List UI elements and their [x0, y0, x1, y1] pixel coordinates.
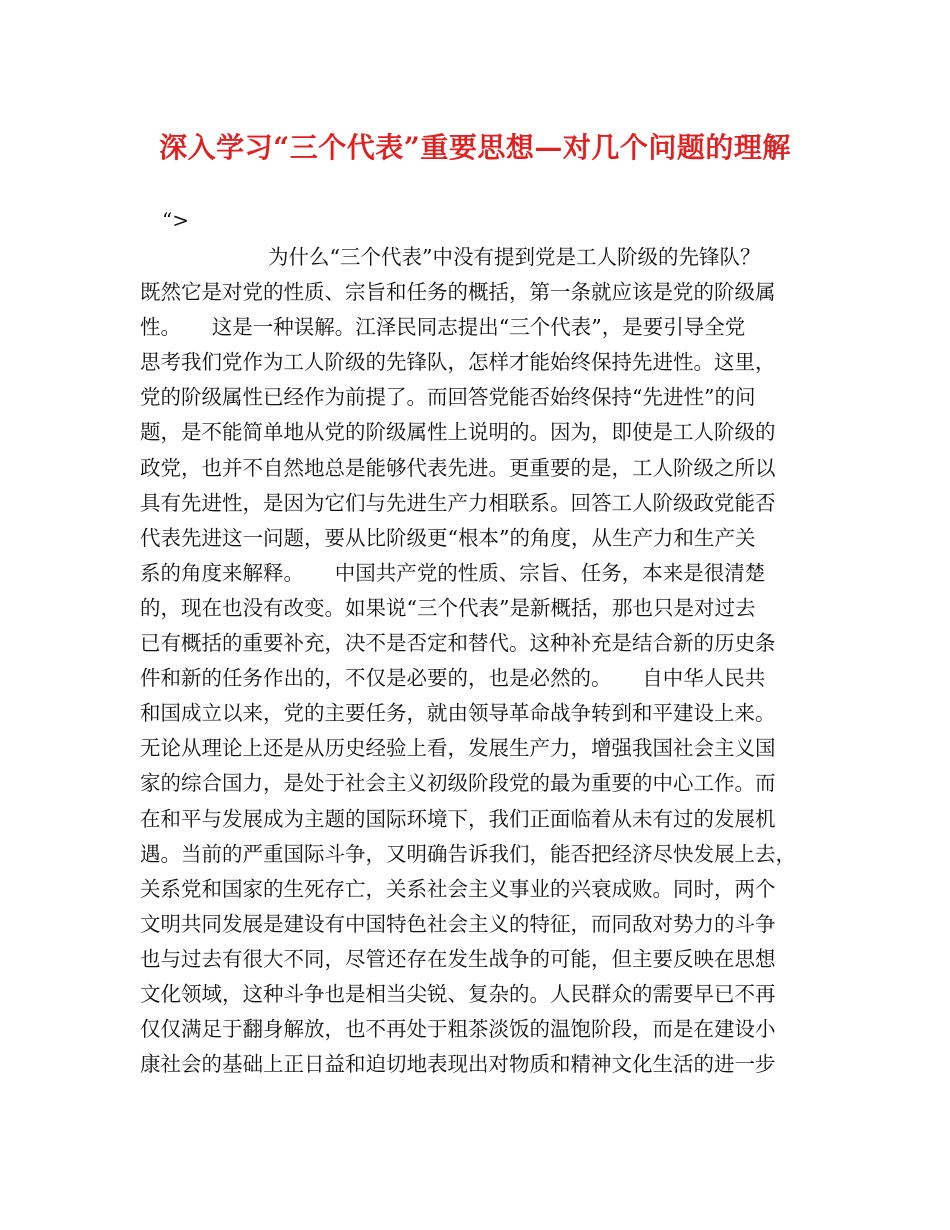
body-line: 的，现在也没有改变。如果说“三个代表”是新概括，那也只是对过去	[140, 595, 756, 620]
body-line: 为什么“三个代表”中没有提到党是工人阶级的先锋队？	[268, 245, 761, 269]
body-line: 党的阶级属性已经作为前提了。而回答党能否始终保持“先进性”的问	[140, 385, 756, 410]
body-line: 也与过去有很大不同，尽管还存在发生战争的可能，但主要反映在思想	[140, 946, 776, 971]
body-line: 已有概括的重要补充，决不是否定和替代。这种补充是结合新的历史条	[140, 631, 776, 656]
body-line: 既然它是对党的性质、宗旨和任务的概括，第一条就应该是党的阶级属	[140, 280, 776, 305]
body-line: 件和新的任务作出的，不仅是必要的，也是必然的。 自中华人民共	[140, 666, 766, 691]
body-line: 无论从理论上还是从历史经验上看，发展生产力，增强我国社会主义国	[140, 736, 776, 761]
body-line: 具有先进性，是因为它们与先进生产力相联系。回答工人阶级政党能否	[140, 490, 776, 515]
body-line: 代表先进这一问题，要从比阶级更“根本”的角度，从生产力和生产关	[140, 525, 756, 550]
body-line: 仅仅满足于翻身解放，也不再处于粗茶淡饭的温饱阶段，而是在建设小	[140, 1017, 776, 1042]
document-body	[140, 240, 820, 1082]
body-line: 思考我们党作为工人阶级的先锋队，怎样才能始终保持先进性。这里，	[140, 350, 776, 375]
body-line: 关系党和国家的生死存亡，关系社会主义事业的兴衰成败。同时，两个	[140, 876, 776, 901]
body-line: 性。 这是一种误解。江泽民同志提出“三个代表”，是要引导全党	[140, 315, 746, 340]
body-line: 政党，也并不自然地总是能够代表先进。更重要的是，工人阶级之所以	[140, 455, 776, 480]
source-mark: “>	[162, 208, 189, 232]
body-line: 系的角度来解释。 中国共产党的性质、宗旨、任务，本来是很清楚	[140, 560, 766, 585]
body-line: 康社会的基础上正日益和迫切地表现出对物质和精神文化生活的进一步	[140, 1052, 776, 1077]
body-line: 文化领域，这种斗争也是相当尖锐、复杂的。人民群众的需要早已不再	[140, 981, 776, 1006]
body-line: 家的综合国力，是处于社会主义初级阶段党的最为重要的中心工作。而	[140, 771, 776, 796]
body-line: 文明共同发展是建设有中国特色社会主义的特征，而同敌对势力的斗争	[140, 911, 776, 936]
body-line: 题，是不能简单地从党的阶级属性上说明的。因为，即使是工人阶级的	[140, 420, 776, 445]
document-title: 深入学习“三个代表”重要思想—对几个问题的理解	[159, 131, 791, 164]
body-line: 和国成立以来，党的主要任务，就由领导革命战争转到和平建设上来。	[140, 701, 776, 726]
body-line: 在和平与发展成为主题的国际环境下，我们正面临着从未有过的发展机	[140, 806, 776, 831]
body-line: 遇。当前的严重国际斗争，又明确告诉我们，能否把经济尽快发展上去，	[140, 841, 796, 866]
